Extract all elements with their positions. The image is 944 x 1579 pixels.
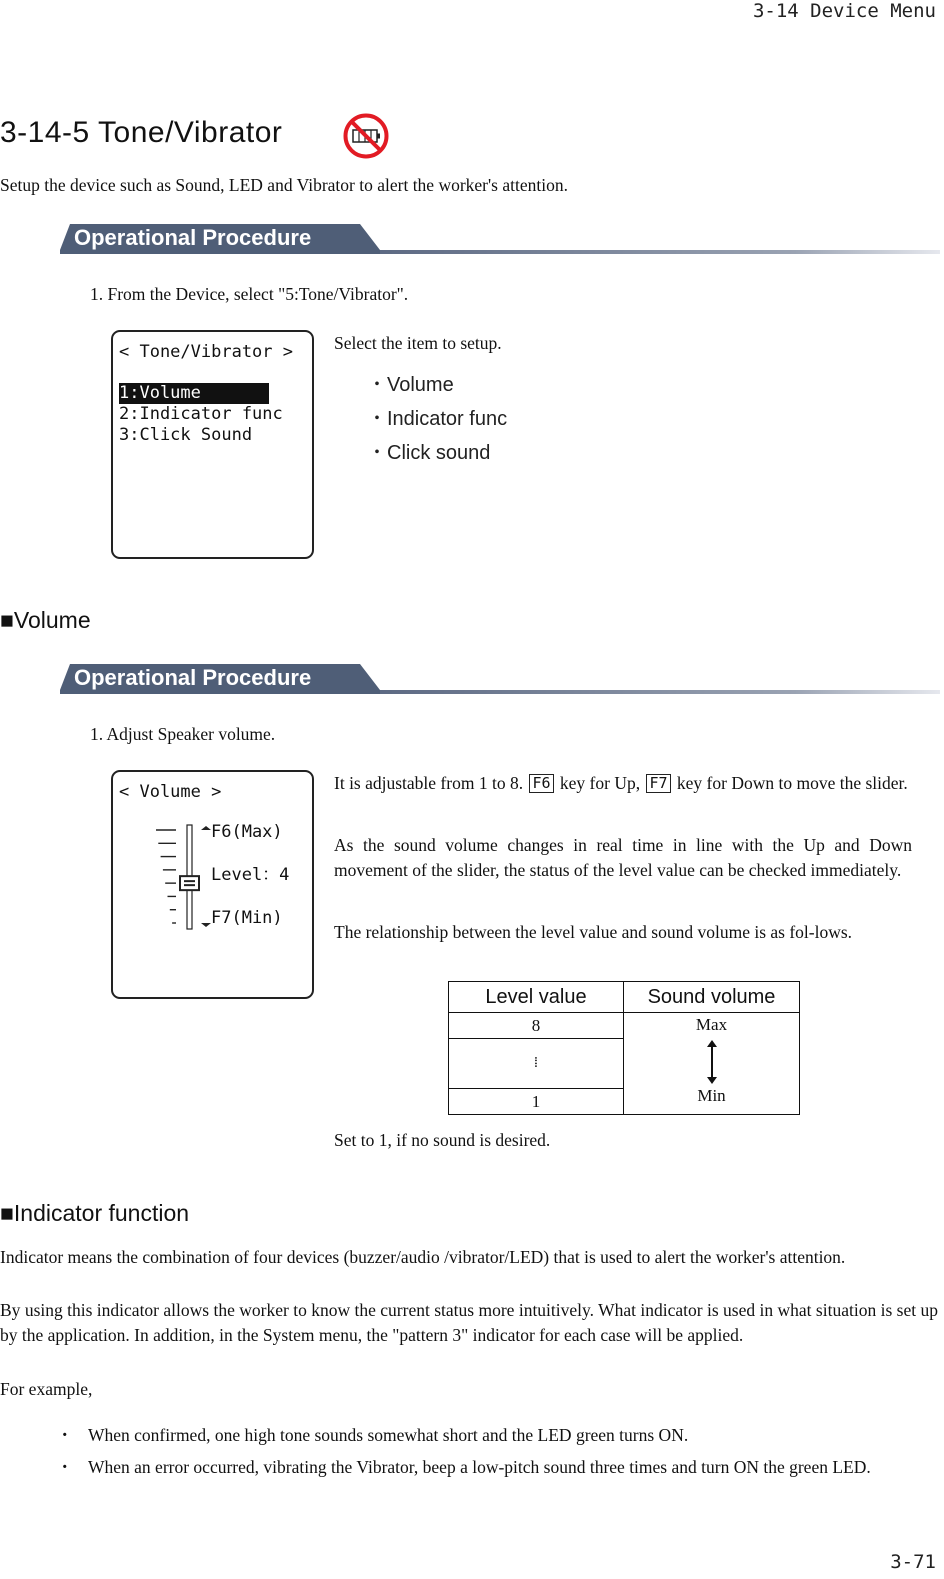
max-label: F6(Max): [211, 822, 283, 842]
no-battery-icon: [342, 112, 390, 160]
device-screen-tone-vibrator: [111, 330, 314, 559]
volume-cell: [624, 1013, 800, 1115]
bullet-volume: ・Volume: [367, 374, 454, 396]
select-item-text: Select the item to setup.: [334, 333, 502, 353]
header-level-value: Level value: [449, 982, 624, 1013]
indicator-para-2: By using this indicator allows the worker to know the current status more intuitively. What indicator is used in what situation is set up by the application. In addition, in the System menu, the "pattern 3" indicator for each case will be applied.: [0, 1300, 938, 1345]
indicator-para-1: Indicator means the combination of four devices (buzzer/audio /vibrator/LED) that is used to alert the worker's attention.: [0, 1247, 846, 1267]
bullet-click-sound: ・Click sound: [367, 442, 491, 464]
up-arrow-icon: [201, 826, 211, 830]
bullet-indicator: ・Indicator func: [367, 408, 508, 430]
level-volume-table: [448, 981, 800, 1115]
device-screen-volume: [111, 770, 314, 999]
volume-heading: ■Volume: [0, 607, 91, 633]
f6-key: F6: [529, 774, 553, 793]
para1-part-c: key for Down to move the slider.: [676, 773, 908, 793]
volume-para-3: The relationship between the level value and sound volume is as fol-lows.: [334, 922, 853, 942]
indicator-para-3: For example,: [0, 1379, 93, 1399]
example-bullet-1: ・: [56, 1425, 74, 1445]
para1-part-a: It is adjustable from 1 to 8.: [334, 773, 524, 793]
example-2: When an error occurred, vibrating the Vibrator, beep a low-pitch sound three times and turn ON the green LED.: [88, 1457, 871, 1477]
menu-item-click-sound[interactable]: 3:Click Sound: [119, 425, 253, 445]
header-sound-volume: Sound volume: [624, 982, 800, 1013]
step-select-tone: 1. From the Device, select "5:Tone/Vibrator".: [90, 284, 409, 304]
vol-top: Max: [695, 1015, 728, 1034]
level-bottom: 1: [449, 1089, 624, 1115]
volume-para-1: [334, 771, 912, 796]
down-arrow-icon: [201, 923, 211, 927]
indicator-heading: ■Indicator function: [0, 1200, 190, 1226]
volume-slider[interactable]: [153, 820, 213, 940]
para1-part-b: key for Up,: [559, 773, 641, 793]
op-procedure-banner-volume: [60, 662, 940, 696]
menu-item-indicator[interactable]: 2:Indicator func: [119, 404, 283, 424]
min-label: F7(Min): [211, 908, 283, 928]
op-procedure-banner: [60, 222, 940, 256]
step-adjust-volume: 1. Adjust Speaker volume.: [90, 724, 276, 744]
level-top: 8: [449, 1013, 624, 1039]
level-label: Level：4: [211, 865, 290, 885]
example-bullet-2: ・: [56, 1457, 74, 1477]
level-mid: ⁞: [449, 1039, 624, 1089]
page-number: 3-71: [890, 1551, 936, 1573]
screen-title: < Tone/Vibrator >: [119, 342, 293, 362]
op-procedure-label-volume: Operational Procedure: [74, 665, 312, 690]
section-title: 3-14-5 Tone/Vibrator: [0, 116, 283, 149]
chapter-header: 3-14 Device Menu: [752, 0, 936, 22]
volume-note: Set to 1, if no sound is desired.: [334, 1130, 551, 1150]
volume-para-2: As the sound volume changes in real time in line with the Up and Down movement of the slider, the status of the level value can be checked immediately.: [334, 835, 912, 880]
menu-item-volume[interactable]: 1:Volume: [119, 383, 269, 404]
op-procedure-label: Operational Procedure: [74, 225, 312, 250]
slider-knob[interactable]: [180, 876, 199, 890]
volume-screen-title: < Volume >: [119, 782, 222, 802]
slider-ticks: [156, 830, 176, 923]
f7-key: F7: [646, 774, 670, 793]
vol-bottom: Min: [697, 1086, 726, 1105]
section-intro: Setup the device such as Sound, LED and Vibrator to alert the worker's attention.: [0, 175, 568, 195]
double-arrow-icon: [702, 1039, 722, 1085]
example-1: When confirmed, one high tone sounds somewhat short and the LED green turns ON.: [88, 1425, 689, 1445]
